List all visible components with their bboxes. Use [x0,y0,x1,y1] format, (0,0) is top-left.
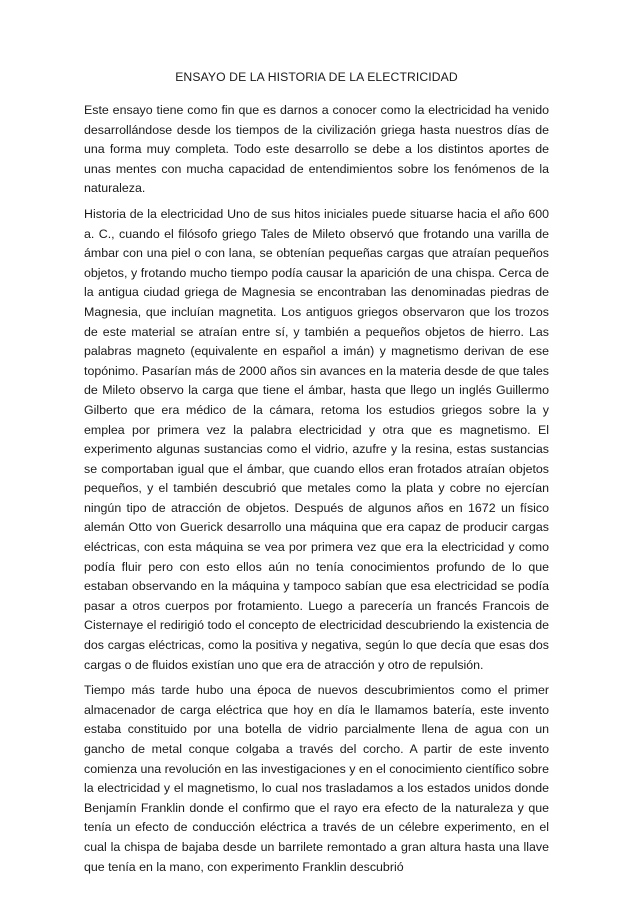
document-page [84,70,549,883]
document-title: ENSAYO DE LA HISTORIA DE LA ELECTRICIDAD [175,70,458,84]
paragraph-intro: Este ensayo tiene como fin que es darnos a conocer como la electricidad ha venido desarrollándose desde los tiempos de la civilización griega hasta nuestros días de una forma muy completa. Todo este desarrollo se debe a los distintos aportes de unas mentes con mucha capacidad de entendimientos sobre los fenómenos de la naturaleza. [84,103,549,196]
paragraph-history: Historia de la electricidad Uno de sus hitos iniciales puede situarse hacia el año 600 a. C., cuando el filósofo griego Tales de Mileto observó que frotando una varilla de ámbar con una piel o con lana, se obtenían pequeñas cargas que atraían pequeños objetos, y frotando mucho tiempo podía causar la aparición de una chispa. Cerca de la antigua ciudad griega de Magnesia se encontraban las denominadas piedras de Magnesia, que incluían magnetita. Los antiguos griegos observaron que los trozos de este material se atraían entre sí, y también a pequeños objetos de hierro. Las palabras magneto (equivalente en español a imán) y magnetismo derivan de ese topónimo. Pasarían más de 2000 años sin avances en la materia desde de que tales de Mileto observo la carga que tiene el ámbar, hasta que llego un inglés Guillermo Gilberto que era médico de la cámara, retoma los estudios griegos sobre la y emplea por primera vez la palabra electricidad y otra que es magnetismo. El experimento algunas sustancias como el vidrio, azufre y la resina, estas sustancias se comportaban igual que el ámbar, que cuando ellos eran frotados atraían objetos pequeños, y el también descubrió que metales como la plata y cobre no ejercían ningún tipo de atracción de objetos. Después de algunos años en 1672 un físico alemán Otto von Guerick desarrollo una máquina que era capaz de producir cargas eléctricas, con esta máquina se vea por primera vez que era la electricidad y como podía fluir pero con esto ellos aún no tenía conocimientos profundo de lo que estaban observando en la máquina y tampoco sabían que esa electricidad se podía pasar a otros cuerpos por frotamiento. Luego a parecería un francés Francois de Cisternaye el redirigió todo el concepto de electricidad descubriendo la existencia de dos cargas eléctricas, como la positiva y negativa, según lo que decía que esas dos cargas o de fluidos existían uno que era de atracción y otro de repulsión. [84,206,549,672]
paragraph-discoveries: Tiempo más tarde hubo una época de nuevos descubrimientos como el primer almacenador de carga eléctrica que hoy en día le llamamos batería, este invento estaba constituido por una botella de vidrio parcialmente llena de agua con un gancho de metal conque colgaba a través del corcho. A partir de este invento comienza una revolución en las investigaciones y en el conocimiento científico sobre la electricidad y el magnetismo, lo cual nos trasladamos a los estados unidos donde Benjamín Franklin donde el confirmo que el rayo era efecto de la naturaleza y que tenía un efecto de conducción eléctrica a través de un célebre experimento, en el cual la chispa de bajaba desde un barrilete remontado a gran altura hasta una llave que tenía en la mano, con experimento Franklin descubrió [84,683,549,874]
